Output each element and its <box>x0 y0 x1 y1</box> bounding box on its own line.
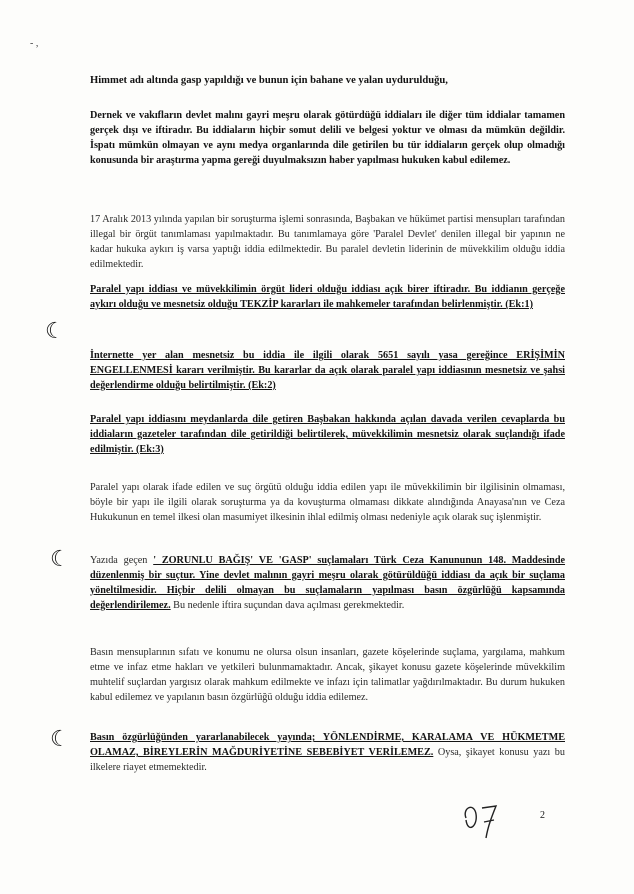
margin-mark-1: ☾ <box>45 318 65 343</box>
section-heading: Himmet adı altında gasp yapıldığı ve bunun için bahane ve yalan uydurulduğu, <box>90 75 448 86</box>
paragraph-7 <box>90 553 565 613</box>
paragraph-7-lead: Yazıda geçen <box>90 555 154 566</box>
paragraph-9-underlined: Basın özgürlüğünden yararlanabilecek yayında; YÖNLENDİRME, KARALAMA VE HÜKMETME OLAMAZ, BİREYLERİN MAĞDURİYETİNE SEBEBİYET VERİLEMEZ. <box>90 732 565 758</box>
stray-marks: - , <box>30 38 39 49</box>
paragraph-7-underlined: ' ZORUNLU BAĞIŞ' VE 'GASP' suçlamaları Türk Ceza Kanununun 148. Maddesinde düzenlenmiş bir suçtur. Yine devlet malının gayri meşru olarak götürüldüğü iddiası da açık bir suçlama yöneltilmesidir. Hiçbir delili olmayan bu suçlamaların yapılması basın özgürlüğü kapsamında değerlendirilemez. <box>90 555 566 611</box>
paragraph-5: Paralel yapı iddiasını meydanlarda dile getiren Başbakan hakkında açılan davada verilen cevaplarda bu iddiaların gazeteler tarafından dile getirildiği belirtilerek, müvekkilimin mesnetsiz olarak suçlandığı ifade edilmiştir. (Ek:3) <box>90 414 565 455</box>
margin-mark-3: ☾ <box>50 726 70 751</box>
page-number: 2 <box>540 810 545 821</box>
paragraph-6: Paralel yapı olarak ifade edilen ve suç örgütü olduğu iddia edilen yapı ile müvekkilimin bir ilgilisinin olmaması, böyle bir yapı ile ilgili olarak soruşturma ya da kovuşturma olmaması dikkate alındığında Anayasa'nın ve Ceza Hukukunun en temel ilkesi olan masumiyet ilkesinin ihlal edilmiş olması nedeniyle açık olarak suç işlenmiştir. <box>90 482 565 523</box>
paragraph-1: Dernek ve vakıfların devlet malını gayri meşru olarak götürdüğü iddiaları ile diğer tüm iddialar tamamen gerçek dışı ve iftiradır. Bu iddiaların hiçbir somut delili ve belgesi yoktur ve olması da mümkün değildir. İspatı mümkün olmayan ve aynı medya organlarında dile getirilen bu tür iddiaların gerçek olup olmadığı konusunda bir araştırma yapma gereği duyulmaksızın haber yapılması hukuken kabul edilemez. <box>90 110 565 166</box>
paragraph-4: İnternette yer alan mesnetsiz bu iddia ile ilgili olarak 5651 sayılı yasa gereğince ERİŞİMİN ENGELLENMESİ kararı verilmiştir. Bu kararlar da açık olarak paralel yapı iddiasının mesnetsiz ve şahsi değerlendirme olduğu belirtilmiştir. (Ek:2) <box>90 350 565 391</box>
margin-mark-2: ☾ <box>50 546 70 571</box>
paragraph-3: Paralel yapı iddiası ve müvekkilimin örgüt lideri olduğu iddiası açık birer iftiradır. Bu iddianın gerçeğe aykırı olduğu ve mesnetsiz olduğu TEKZİP kararları ile mahkemeler tarafından belirlenmiştir. (Ek:1) <box>90 284 565 310</box>
paragraph-9-tail: Oysa, şikayet konusu yazı bu ilkelere riayet etmemektedir. <box>90 747 565 773</box>
paragraph-2: 17 Aralık 2013 yılında yapılan bir soruşturma işlemi sonrasında, Başbakan ve hükümet partisi mensupları tarafından illegal bir örgüt tanımlaması yapılmaktadır. Bu tanımlamaya göre 'Paralel Devlet' denilen illegal bir yapının ne kadar hukuka aykırı iş varsa yaptığı iddia edilmektedir. Bu paralel devletin liderinin de müvekkilim olduğu iddia edilmektedir. <box>90 214 565 270</box>
paragraph-8: Basın mensuplarının sıfatı ve konumu ne olursa olsun insanları, gazete köşelerinde suçlama, yargılama, mahkum etme ve infaz etme hakları ve yetkileri bulunmamaktadır. Ancak, şikayet konusu gazete köşelerinde müvekkilim muhtelif suçlardan yargısız olarak mahkum edilmekte ve infazı için talimatlar yağdırılmaktadır. Bu durum hukuken kabul edilemez ve yapılanın basın özgürlüğü olduğu iddia edilemez. <box>90 647 565 703</box>
paragraph-7-tail: Bu nedenle iftira suçundan dava açılması gerekmektedir. <box>170 600 405 611</box>
handwritten-initials <box>460 796 510 841</box>
paragraph-9 <box>90 730 565 775</box>
